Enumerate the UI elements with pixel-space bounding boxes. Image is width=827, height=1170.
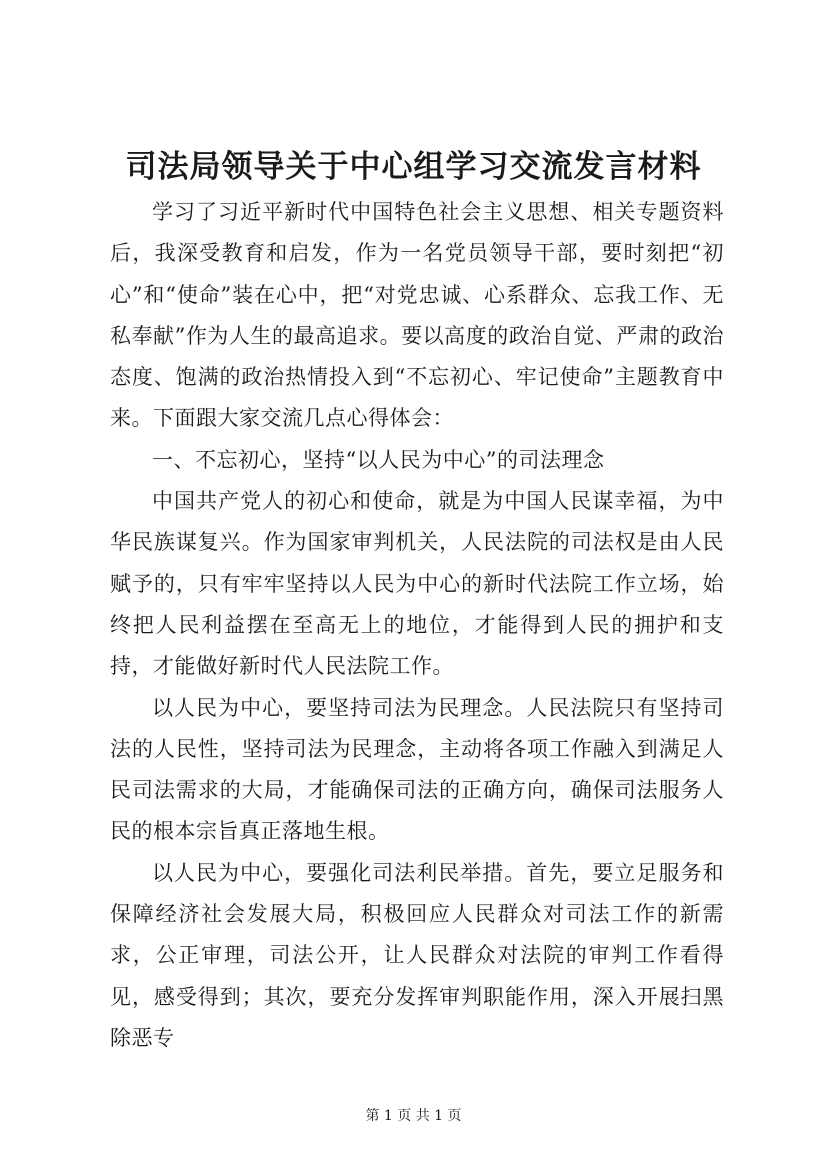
document-body [110, 192, 724, 1059]
paragraph-section1-2: 以人民为中心，要坚持司法为民理念。人民法院只有坚持司法的人民性，坚持司法为民理念，主动将各项工作融入到满足人民司法需求的大局，才能确保司法的正确方向，确保司法服务人民的根本宗旨真正落地生根。 [110, 695, 724, 844]
paragraph-section1-3: 以人民为中心，要强化司法利民举措。首先，要立足服务和保障经济社会发展大局，积极回应人民群众对司法工作的新需求，公正审理，司法公开，让人民群众对法院的审判工作看得见，感受得到；其次，要充分发挥审判职能作用，深入开展扫黑除恶专 [110, 860, 724, 1050]
section-heading-1: 一、不忘初心，坚持“以人民为中心”的司法理念 [152, 447, 605, 472]
paragraph-section1-1: 中国共产党人的初心和使命，就是为中国人民谋幸福，为中华民族谋复兴。作为国家审判机关，人民法院的司法权是由人民赋予的，只有牢牢坚持以人民为中心的新时代法院工作立场，始终把人民利益摆在至高无上的地位，才能得到人民的拥护和支持，才能做好新时代人民法院工作。 [110, 489, 724, 679]
paragraph-intro: 学习了习近平新时代中国特色社会主义思想、相关专题资料后，我深受教育和启发，作为一名党员领导干部，要时刻把“初心”和“使命”装在心中，把“对党忠诚、心系群众、忘我工作、无私奉献”作为人生的最高追求。要以高度的政治自觉、严肃的政治态度、饱满的政治热情投入到“不忘初心、牢记使命”主题教育中来。下面跟大家交流几点心得体会： [110, 200, 724, 431]
page-number-footer: 第 1 页 共 1 页 [365, 1108, 462, 1124]
document-title: 司法局领导关于中心组学习交流发言材料 [125, 149, 702, 185]
